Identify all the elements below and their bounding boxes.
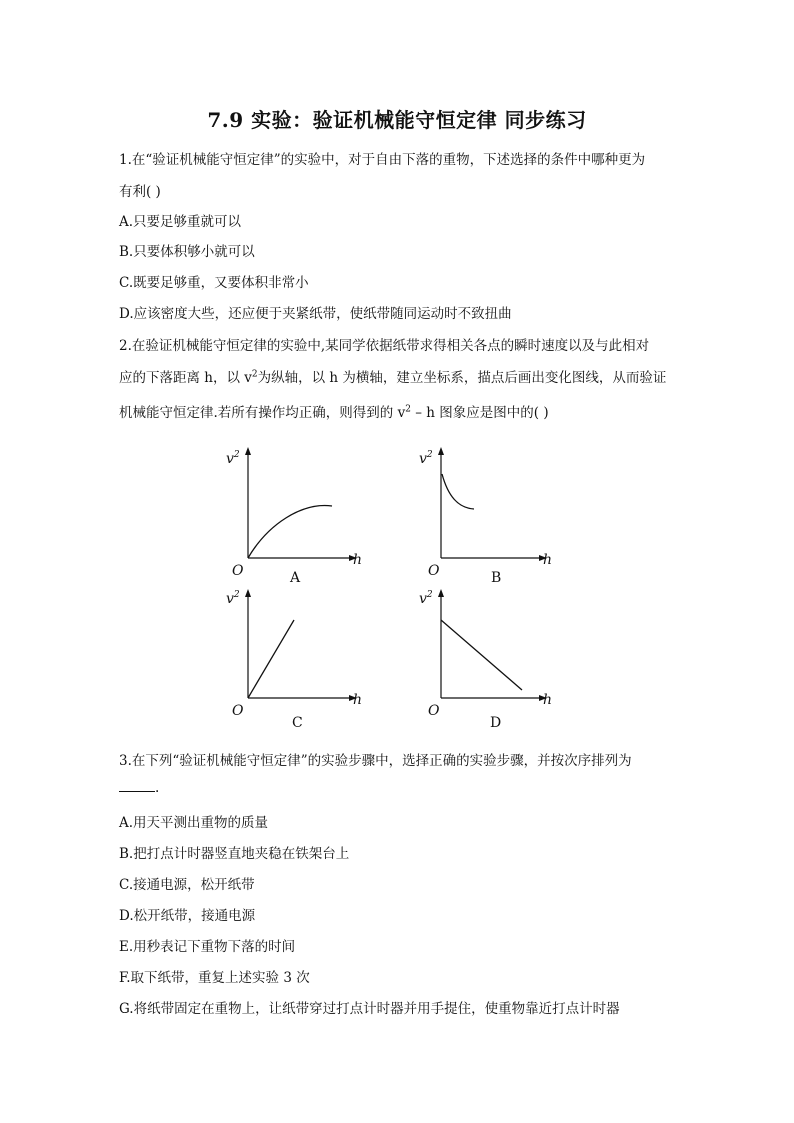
q3-blank-period: . [155, 780, 160, 796]
q3-option-c: C.接通电源，松开纸带 [119, 877, 255, 893]
graph-c-y-arrow [245, 589, 251, 597]
graph-b-origin: O [428, 563, 440, 579]
graph-b-x-label: h [543, 552, 553, 568]
graph-b-caption: B [491, 570, 502, 586]
graph-a-curve [248, 506, 332, 558]
q2-line3 [119, 401, 699, 421]
graph-b-y-label: $v^2$ [419, 450, 433, 467]
q1-option-a: A.只要足够重就可以 [119, 214, 242, 230]
q1-stem-line1: 1.在“验证机械能守恒定律”的实验中，对于自由下落的重物，下述选择的条件中哪种更为 [119, 152, 646, 168]
graph-c-caption: C [292, 715, 303, 731]
q2-line3-part-a: 机械能守恒定律.若所有操作均正确，则得到的 v [119, 405, 406, 421]
q1-option-b: B.只要体积够小就可以 [119, 244, 255, 260]
graph-a-y-arrow [245, 447, 251, 455]
graph-d-line [441, 620, 522, 690]
q2-line2-part-b: 为纵轴，以 h 为横轴，建立坐标系，描点后画出变化图线，从而验证 [257, 370, 667, 386]
graph-a-x-label: h [353, 552, 363, 568]
graph-d-caption: D [490, 715, 502, 731]
graph-c-x-label: h [353, 692, 363, 708]
q3-option-b: B.把打点计时器竖直地夹稳在铁架台上 [119, 846, 350, 862]
graph-a [222, 444, 372, 590]
graph-c [222, 586, 372, 732]
q3-option-a: A.用天平测出重物的质量 [119, 815, 269, 831]
graph-d-y-label: $v^2$ [419, 590, 433, 607]
graph-b-curve [442, 474, 474, 509]
graph-b [414, 444, 564, 590]
q1-option-c: C.既要足够重，又要体积非常小 [119, 275, 309, 291]
q2-line3-part-b: – h 图象应是图中的( ) [410, 405, 549, 421]
graph-c-origin: O [232, 703, 244, 719]
graph-d-y-arrow [438, 589, 444, 597]
q3-option-f: F.取下纸带，重复上述实验 3 次 [119, 970, 310, 986]
q1-option-d: D.应该密度大些，还应便于夹紧纸带，使纸带随同运动时不致扭曲 [119, 306, 512, 322]
graph-a-y-label: $v^2$ [226, 450, 240, 467]
q1-stem-line2: 有利( ) [119, 184, 161, 200]
q3-option-g: G.将纸带固定在重物上，让纸带穿过打点计时器并用手提住，使重物靠近打点计时器 [119, 1001, 620, 1017]
q3-answer-blank[interactable] [119, 779, 155, 792]
graph-a-caption: A [290, 570, 301, 586]
graph-c-line [248, 620, 294, 698]
q2-line2 [119, 366, 699, 386]
page-title: 7.9 实验：验证机械能守恒定律 同步练习 [207, 108, 587, 132]
q2-line3-superscript: 2 [405, 404, 411, 415]
q2-line1: 2.在验证机械能守恒定律的实验中,某同学依据纸带求得相关各点的瞬时速度以及与此相对 [119, 338, 650, 354]
q3-answer-blank-line [119, 779, 699, 796]
q2-line2-superscript: 2 [251, 369, 258, 380]
q2-line2-part-a: 应的下落距离 h，以 v [119, 370, 252, 386]
graph-b-y-arrow [438, 447, 444, 455]
q3-line1: 3.在下列“验证机械能守恒定律”的实验步骤中，选择正确的实验步骤，并按次序排列为 [119, 753, 632, 769]
graph-d-origin: O [428, 703, 440, 719]
q3-option-d: D.松开纸带，接通电源 [119, 908, 256, 924]
q3-option-e: E.用秒表记下重物下落的时间 [119, 939, 296, 955]
graph-a-origin: O [232, 563, 244, 579]
graph-d [414, 586, 564, 732]
graph-c-y-label: $v^2$ [226, 590, 240, 607]
graph-d-x-label: h [543, 692, 553, 708]
